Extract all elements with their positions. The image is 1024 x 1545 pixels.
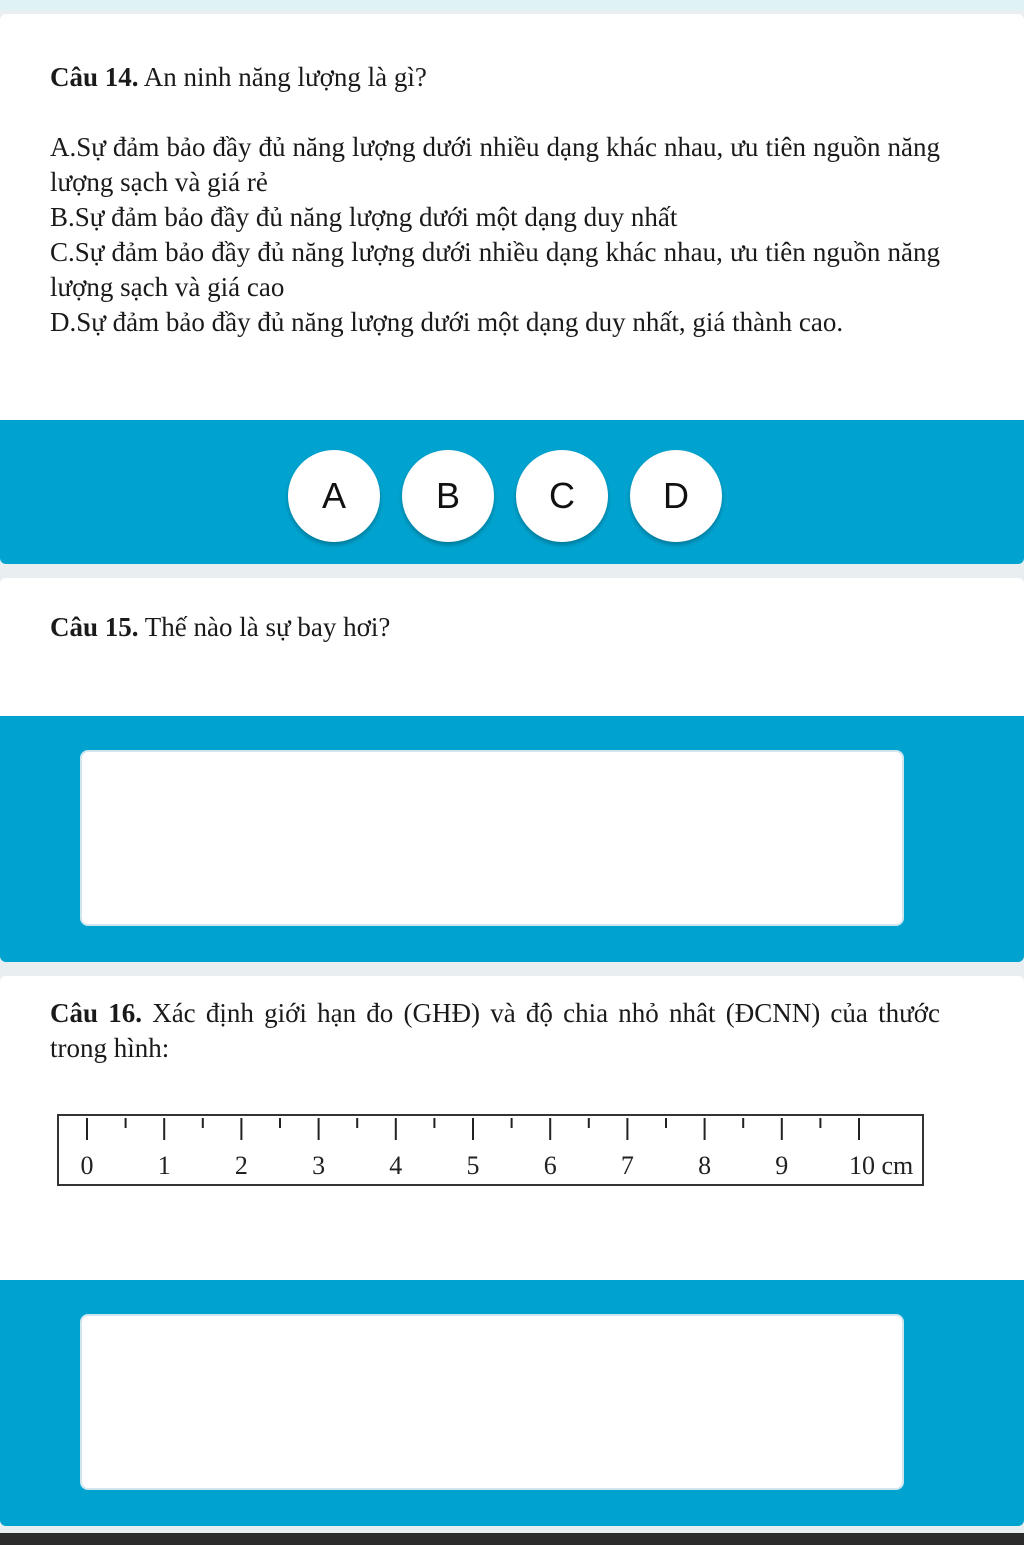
ruler-label: 8 <box>698 1151 712 1180</box>
question-14-answer-band <box>0 420 1024 564</box>
ruler-label: 1 <box>157 1151 171 1180</box>
option-a-text: A.Sự đảm bảo đầy đủ năng lượng dưới nhiều dạng khác nhau, ưu tiên nguồn năng lượng sạch và giá rẻ <box>50 132 940 197</box>
question-14-title <box>50 60 427 95</box>
option-d-text: D.Sự đảm bảo đầy đủ năng lượng dưới một dạng duy nhất, giá thành cao. <box>50 307 844 337</box>
question-15-title <box>50 610 390 645</box>
ruler-label: 10 cm <box>849 1151 914 1180</box>
ruler-image <box>57 1114 924 1186</box>
question-16-text: Xác định giới hạn đo (GHĐ) và độ chia nhỏ nhât (ĐCNN) của thước trong hình: <box>50 998 940 1063</box>
question-16-answer-band <box>0 1280 1024 1526</box>
ruler-label: 7 <box>620 1151 634 1180</box>
top-strip <box>0 0 1024 10</box>
question-14-text: An ninh năng lượng là gì? <box>143 62 427 92</box>
question-14-options <box>50 130 940 340</box>
question-15-card <box>0 578 1024 962</box>
choice-a-button[interactable]: A <box>288 450 380 542</box>
question-16-answer-input[interactable] <box>80 1314 904 1490</box>
question-15-answer-band <box>0 716 1024 962</box>
question-15-text: Thế nào là sự bay hơi? <box>144 612 391 642</box>
ruler-label: 4 <box>389 1151 403 1180</box>
choice-d-button[interactable]: D <box>630 450 722 542</box>
ruler-label: 9 <box>775 1151 789 1180</box>
bottom-bar <box>0 1533 1024 1545</box>
question-16-title <box>50 996 940 1066</box>
question-16-card <box>0 976 1024 1526</box>
ruler-label: 3 <box>312 1151 326 1180</box>
question-15-number: Câu 15. <box>50 612 139 642</box>
choice-c-button[interactable]: C <box>516 450 608 542</box>
ruler-label: 6 <box>543 1151 557 1180</box>
question-14-card <box>0 14 1024 564</box>
question-16-number: Câu 16. <box>50 998 142 1028</box>
ruler-label: 5 <box>466 1151 480 1180</box>
ruler-label: 2 <box>234 1151 248 1180</box>
option-b-text: B.Sự đảm bảo đầy đủ năng lượng dưới một dạng duy nhất <box>50 202 678 232</box>
question-14-number: Câu 14. <box>50 62 139 92</box>
ruler-svg <box>59 1116 922 1184</box>
ruler-label: 0 <box>80 1151 94 1180</box>
question-15-answer-input[interactable] <box>80 750 904 926</box>
choice-b-button[interactable]: B <box>402 450 494 542</box>
option-c-text: C.Sự đảm bảo đầy đủ năng lượng dưới nhiều dạng khác nhau, ưu tiên nguồn năng lượng sạch và giá cao <box>50 237 940 302</box>
